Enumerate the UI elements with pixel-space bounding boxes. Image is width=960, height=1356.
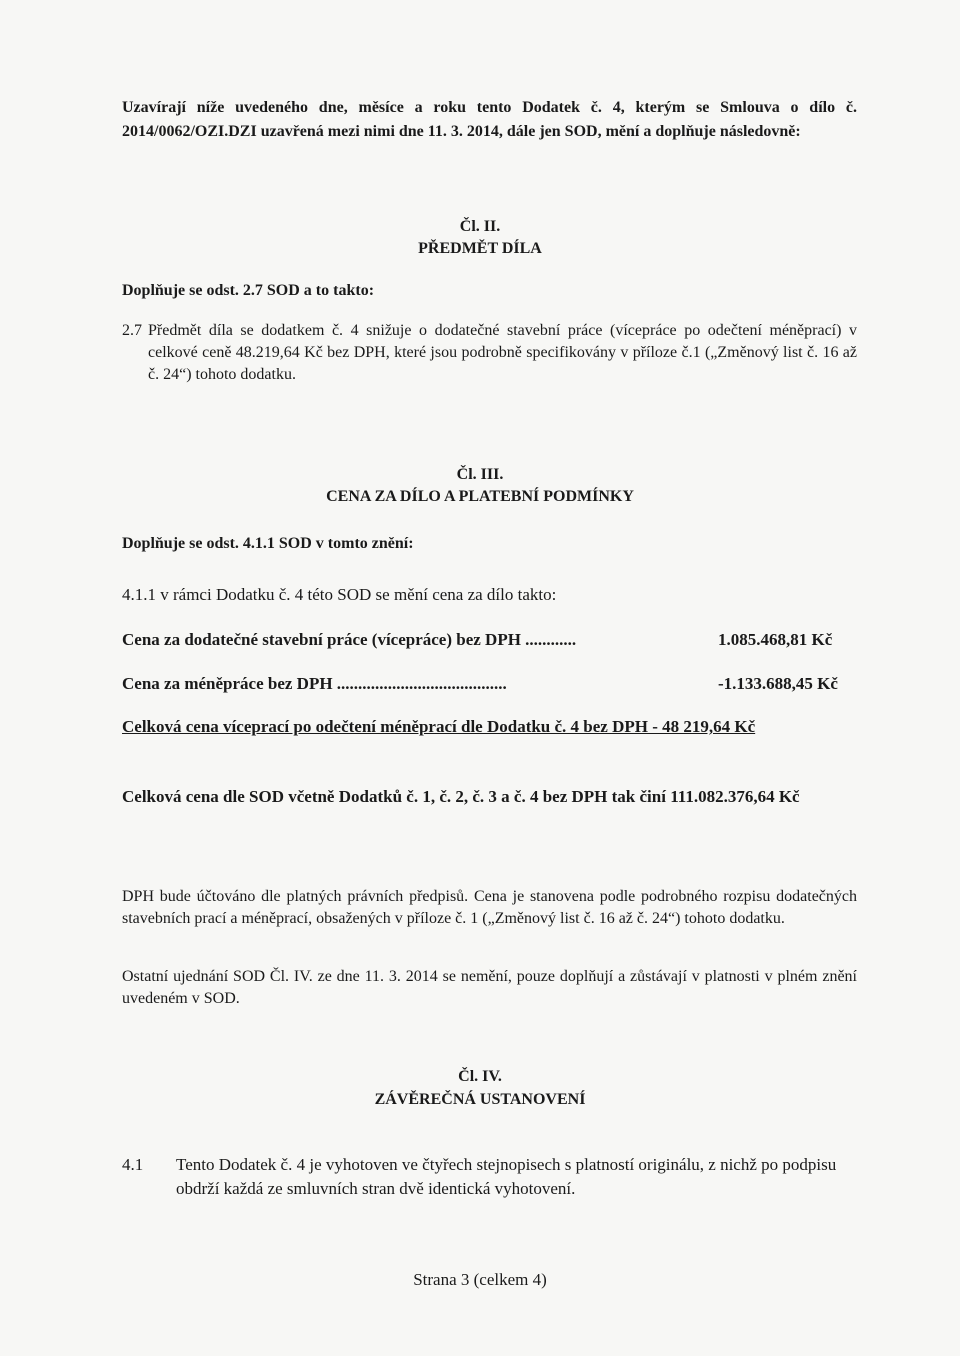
page-footer: Strana 3 (celkem 4) xyxy=(413,1270,547,1289)
article-4-number: Čl. IV. xyxy=(458,1068,502,1085)
price-row-less-work xyxy=(122,674,862,698)
other-provisions-paragraph: Ostatní ujednání SOD Čl. IV. ze dne 11. 3. 2014 se nemění, pouze doplňují a zůstávají v platnosti v plném znění uvedeném v SOD. xyxy=(122,968,857,1007)
article-2-number: Čl. II. xyxy=(459,218,501,235)
paragraph-4-1-1: 4.1.1 v rámci Dodatku č. 4 této SOD se mění cena za dílo takto: xyxy=(122,585,557,604)
article-2-intro: Doplňuje se odst. 2.7 SOD a to takto: xyxy=(122,282,375,299)
price-value: 1.085.468,81 Kč xyxy=(718,630,833,649)
price-value: -1.133.688,45 Kč xyxy=(718,674,838,693)
article-3-number: Čl. III. xyxy=(456,466,504,483)
intro-paragraph: Uzavírají níže uvedeného dne, měsíce a roku tento Dodatek č. 4, kterým se Smlouva o dílo č. 2014/0062/OZI.DZI uzavřená mezi nimi dne 11. 3. 2014, dále jen SOD, mění a doplňuje následovně: xyxy=(122,99,857,140)
grand-total-paragraph: Celková cena dle SOD včetně Dodatků č. 1, č. 2, č. 3 a č. 4 bez DPH tak činí 111.082.376,64 Kč xyxy=(122,787,800,806)
paragraph-2-7 xyxy=(122,320,857,386)
net-total-line: Celková cena víceprací po odečtení méněprací dle Dodatku č. 4 bez DPH - 48 219,64 Kč xyxy=(122,717,756,736)
article-3-intro: Doplňuje se odst. 4.1.1 SOD v tomto znění: xyxy=(122,535,414,552)
dph-note-paragraph: DPH bude účtováno dle platných právních předpisů. Cena je stanovena podle podrobného rozpisu dodatečných stavebních prací a méněprací, obsažených v příloze č. 1 („Změnový list č. 16 až č. 24“) tohoto dodatku. xyxy=(122,888,857,927)
paragraph-text: Tento Dodatek č. 4 je vyhotoven ve čtyřech stejnopisech s platností originálu, z nichž po podpisu obdrží každá ze smluvních stran dvě identická vyhotovení. xyxy=(176,1155,837,1198)
article-2-title: PŘEDMĚT DÍLA xyxy=(418,240,542,257)
article-4-title: ZÁVĚREČNÁ USTANOVENÍ xyxy=(374,1091,586,1108)
paragraph-text: Předmět díla se dodatkem č. 4 snižuje o dodatečné stavební práce (vícepráce po odečtení méněprací) v celkové ceně 48.219,64 Kč bez DPH, které jsou podrobně specifikovány v příloze č.1 („Změnový list č. 16 až č. 24“) tohoto dodatku. xyxy=(148,322,857,383)
price-row-extra-work xyxy=(122,630,862,654)
paragraph-4-1 xyxy=(122,1153,862,1201)
paragraph-number: 4.1 xyxy=(122,1155,144,1174)
paragraph-number: 2.7 xyxy=(122,322,142,339)
price-label: Cena za méněpráce bez DPH ........................................ xyxy=(122,674,507,693)
article-3-title: CENA ZA DÍLO A PLATEBNÍ PODMÍNKY xyxy=(326,488,634,505)
price-label: Cena za dodatečné stavební práce (vícepráce) bez DPH ............ xyxy=(122,630,577,649)
